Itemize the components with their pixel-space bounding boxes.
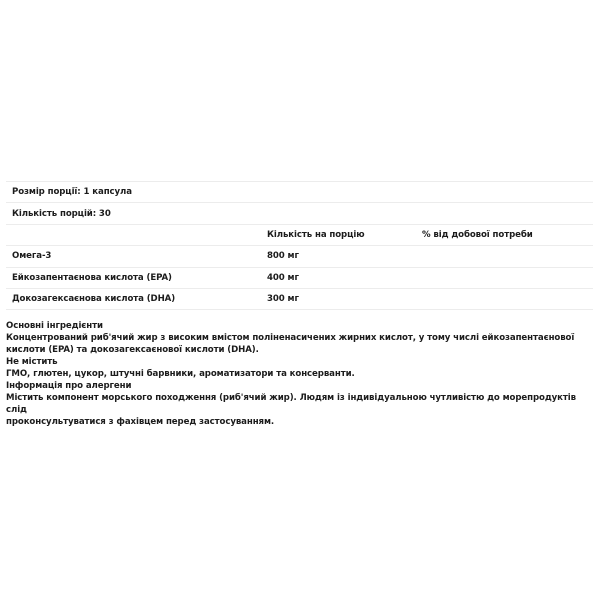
not-contains-text: ГМО, глютен, цукор, штучні барвники, ароматизатори та консерванти. bbox=[6, 369, 355, 379]
ingredients-heading: Основні інгредієнти bbox=[6, 321, 103, 331]
table-row bbox=[6, 288, 593, 309]
table-header-row bbox=[6, 224, 593, 245]
nutrient-daily-value bbox=[416, 267, 593, 288]
nutrient-amount: 300 мг bbox=[261, 288, 416, 309]
nutrient-name: Ейкозапентаєнова кислота (EPA) bbox=[6, 267, 261, 288]
column-header-amount: Кількість на порцію bbox=[261, 224, 416, 245]
allergen-heading: Інформація про алергени bbox=[6, 381, 132, 391]
nutrient-name: Омега-3 bbox=[6, 246, 261, 267]
table-row bbox=[6, 246, 593, 267]
nutrient-amount: 800 мг bbox=[261, 246, 416, 267]
serving-size-row bbox=[6, 182, 593, 203]
product-info bbox=[6, 320, 596, 428]
servings-count: Кількість порцій: 30 bbox=[6, 203, 593, 224]
supplement-facts-table bbox=[6, 181, 593, 310]
nutrient-name: Докозагексаєнова кислота (DHA) bbox=[6, 288, 261, 309]
servings-count-row bbox=[6, 203, 593, 224]
column-header-name bbox=[6, 224, 261, 245]
table-row bbox=[6, 267, 593, 288]
allergen-text-line-2: проконсультуватися з фахівцем перед застосуванням. bbox=[6, 417, 275, 427]
serving-size: Розмір порції: 1 капсула bbox=[6, 182, 593, 203]
allergen-text-line-1: Містить компонент морського походження (риб'ячий жир). Людям із індивідуальною чутливістю до морепродуктів слід bbox=[6, 393, 576, 415]
column-header-daily-value: % від добової потреби bbox=[416, 224, 593, 245]
not-contains-heading: Не містить bbox=[6, 357, 58, 367]
nutrient-daily-value bbox=[416, 288, 593, 309]
nutrient-amount: 400 мг bbox=[261, 267, 416, 288]
nutrient-daily-value bbox=[416, 246, 593, 267]
ingredients-text-line-2: кислоти (EPA) та докозагексаєнової кислоти (DHA). bbox=[6, 345, 259, 355]
ingredients-text-line-1: Концентрований риб'ячий жир з високим вмістом поліненасичених жирних кислот, у тому числі ейкозапентаєнової bbox=[6, 333, 575, 343]
